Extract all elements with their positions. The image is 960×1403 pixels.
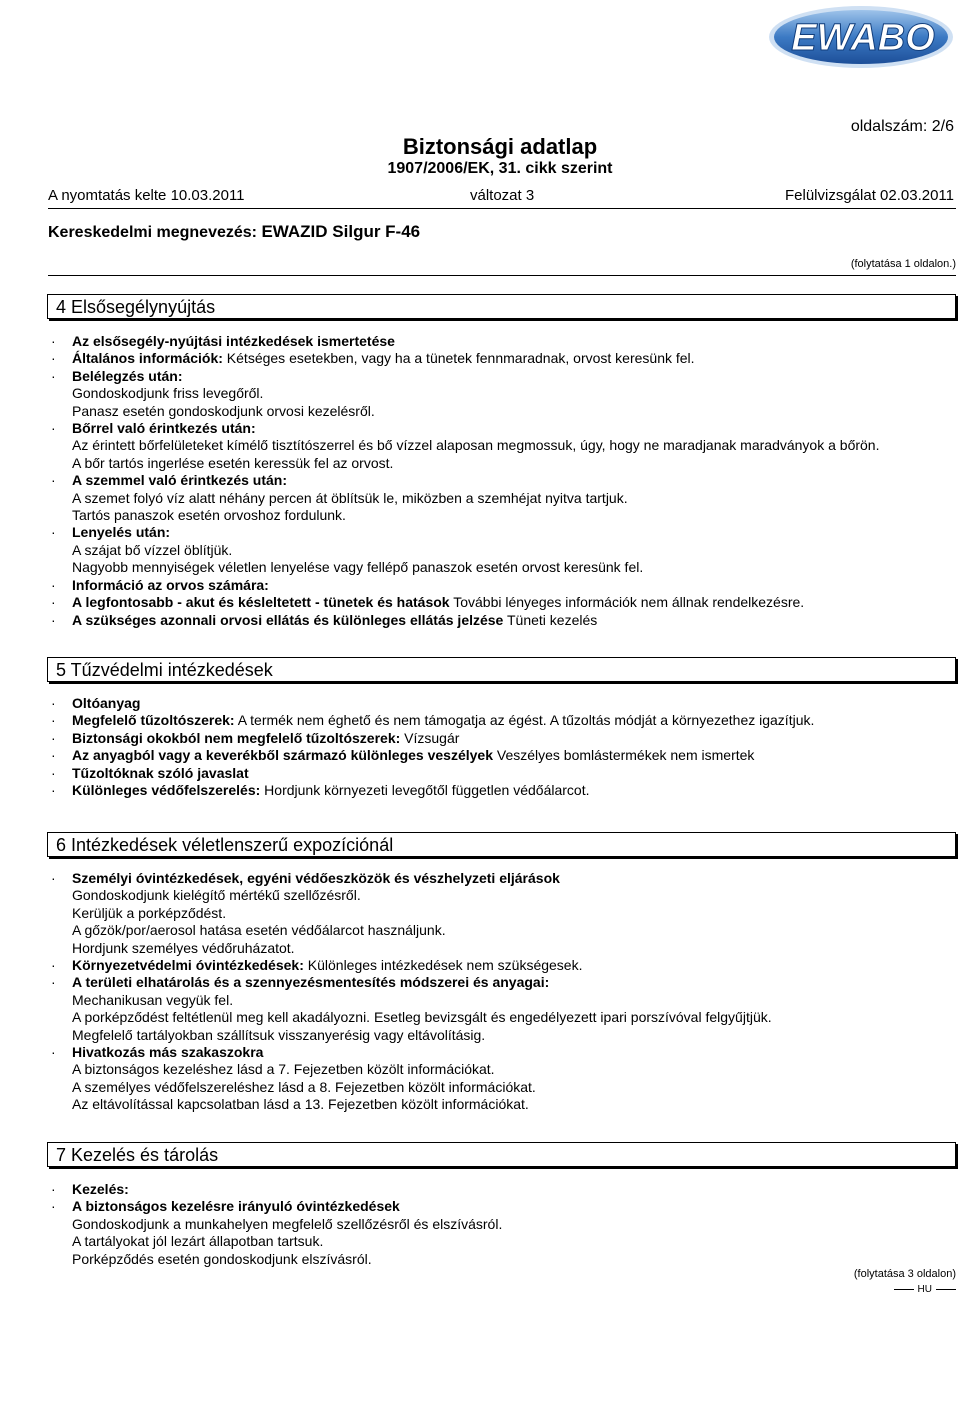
bullet-item [48,577,948,594]
bullet-item [48,974,948,991]
item-text: Tüneti kezelés [503,611,598,628]
item-heading: A szükséges azonnali orvosi ellátás és különleges ellátás jelzése [72,611,504,628]
trade-name-label: Kereskedelmi megnevezés: [48,224,257,241]
text-line [48,940,948,957]
bullet-dot: · [51,712,56,729]
item-text: A bőr tartós ingerlése esetén keressük fel az orvost. [72,454,394,471]
item-text: Mechanikusan vegyük fel. [72,991,234,1008]
item-text: A tartályokat jól lezárt állapotban tartsuk. [72,1233,324,1250]
item-text: A porképződést feltétlenül meg kell akadályozni. Esetleg bevizsgált és engedélyezett ipari porszívóval felgyűjtjük. [72,1009,772,1026]
continued-on: (folytatása 3 oldalon) [853,1268,956,1280]
section-7-heading: 7 Kezelés és tárolás [47,1142,956,1167]
item-text: Kerüljük a porképződést. [72,904,227,921]
trade-name-divider [48,275,956,276]
item-text: Gondoskodjunk a munkahelyen megfelelő szellőzésről és elszívásról. [72,1215,503,1232]
bullet-dot: · [51,420,56,437]
section-6-body [48,870,948,1114]
item-heading: Különleges védőfelszerelés: [72,782,261,799]
bullet-item [48,333,948,350]
text-line [48,887,948,904]
item-heading: Az anyagból vagy a keverékből származó különleges veszélyek [72,747,493,764]
section-5-heading: 5 Tűzvédelmi intézkedések [47,657,956,682]
bullet-item [48,695,948,712]
item-text: Hordjunk környezeti levegőtől független védőálarcot. [260,782,590,799]
item-heading: Kezelés: [72,1181,129,1197]
text-line [48,437,948,454]
bullet-item [48,472,948,489]
item-text: Nagyobb mennyiségek véletlen lenyelése vagy fellépő panaszok esetén orvost keresünk fel. [72,559,644,576]
language-label: HU [917,1284,932,1295]
bullet-dot: · [51,1181,56,1197]
item-text: Panasz esetén gondoskodjunk orvosi kezelésről. [72,402,375,419]
print-date: A nyomtatás kelte 10.03.2011 [48,187,245,204]
version: változat 3 [470,187,535,204]
item-text: Veszélyes bomlástermékek nem ismertek [492,747,755,764]
section-6-heading: 6 Intézkedések véletlenszerű expozíciónál [47,832,956,857]
item-heading: Oltóanyag [72,695,141,711]
item-heading: Személyi óvintézkedések, egyéni védőeszközök és vészhelyzeti eljárások [72,870,560,886]
item-text: Kétséges esetekben, vagy ha a tünetek fennmaradnak, orvost keresünk fel. [222,350,695,367]
bullet-item [48,612,948,629]
item-heading: Megfelelő tűzoltószerek: [72,712,235,729]
bullet-dot: · [51,524,56,541]
item-text: A szemet folyó víz alatt néhány percen át öblítsük le, miközben a szemhéjat nyitva tartjuk. [72,489,628,506]
bullet-dot: · [51,611,56,628]
item-heading: A szemmel való érintkezés után: [72,472,288,489]
text-line [48,1216,948,1233]
section-4-heading: 4 Elsősegélynyújtás [47,294,956,319]
item-heading: Biztonsági okokból nem megfelelő tűzoltószerek: [72,729,401,746]
bullet-dot: · [51,764,56,781]
bullet-item [48,765,948,782]
item-text: További lényeges információk nem állnak rendelkezésre. [449,594,805,611]
text-line [48,542,948,559]
bullet-dot: · [51,472,56,489]
text-line [48,905,948,922]
bullet-item [48,1181,948,1198]
item-text: Hordjunk személyes védőruházatot. [72,939,295,956]
bullet-item [48,350,948,367]
item-heading: Információ az orvos számára: [72,576,269,593]
bullet-item [48,420,948,437]
text-line [48,507,948,524]
text-line [48,1096,948,1113]
item-heading: Belélegzés után: [72,367,183,384]
bullet-item [48,712,948,729]
trade-name-value: EWAZID Silgur F-46 [261,222,421,241]
bullet-dot: · [51,957,56,974]
text-line [48,1233,948,1250]
text-line [48,385,948,402]
document-title: Biztonsági adatlap [402,134,598,159]
bullet-dot: · [51,333,56,349]
item-heading: Környezetvédelmi óvintézkedések: [72,957,304,974]
text-line [48,992,948,1009]
bullet-item [48,1044,948,1061]
text-line [48,490,948,507]
item-text: A személyes védőfelszereléshez lásd a 8. Fejezetben közölt információkat. [72,1078,536,1095]
item-text: Az eltávolítással kapcsolatban lásd a 13. Fejezetben közölt információkat. [72,1096,529,1113]
item-heading: Lenyelés után: [72,524,171,541]
item-heading: Tűzoltóknak szóló javaslat [72,764,249,781]
text-line [48,403,948,420]
item-heading: Az elsősegély-nyújtási intézkedések ismertetése [72,333,395,349]
bullet-item [48,1198,948,1215]
item-text: Gondoskodjunk friss levegőről. [72,385,264,402]
text-line [48,559,948,576]
bullet-dot: · [51,576,56,593]
section-7-body [48,1181,948,1268]
text-line [48,1251,948,1268]
bullet-dot: · [51,367,56,384]
language-code [894,1284,956,1295]
continued-from: (folytatása 1 oldalon.) [850,258,956,270]
item-text: Megfelelő tartályokban szállítsuk visszanyerésig vagy eltávolításig. [72,1026,486,1043]
bullet-dot: · [51,974,56,991]
item-text: Porképződés esetén gondoskodjunk elszívásról. [72,1250,372,1267]
item-heading: Általános információk: [72,350,223,367]
bullet-dot: · [51,729,56,746]
item-text: Különleges intézkedések nem szükségesek. [303,957,583,974]
bullet-dot: · [51,695,56,711]
bullet-item [48,957,948,974]
item-heading: A területi elhatárolás és a szennyezésmentesítés módszerei és anyagai: [72,974,550,991]
item-text: Tartós panaszok esetén orvoshoz fordulunk. [72,507,346,524]
item-heading: Bőrrel való érintkezés után: [72,420,256,437]
ewabo-logo [766,4,956,70]
bullet-dot: · [51,747,56,764]
bullet-item [48,747,948,764]
text-line [48,455,948,472]
bullet-item [48,870,948,887]
item-text: Gondoskodjunk kielégítő mértékű szellőzésről. [72,887,361,904]
bullet-dot: · [51,1044,56,1061]
item-text: A gőzök/por/aerosol hatása esetén védőálarcot használjunk. [72,922,446,939]
bullet-dot: · [51,782,56,799]
bullet-dot: · [51,594,56,611]
item-text: Az érintett bőrfelületeket kímélő tisztítószerrel és bő vízzel alaposan megmossuk, úgy, hogy ne maradjanak maradványok a bőrön. [72,437,880,454]
page-number: oldalszám: 2/6 [850,118,954,135]
document-subtitle: 1907/2006/EK, 31. cikk szerint [387,160,613,177]
bullet-item [48,524,948,541]
item-heading: A legfontosabb - akut és késleltetett - tünetek és hatások [72,594,450,611]
item-text: A biztonságos kezeléshez lásd a 7. Fejezetben közölt információkat. [72,1061,495,1078]
text-line [48,1009,948,1026]
text-line [48,1079,948,1096]
text-line [48,1027,948,1044]
trade-name [48,222,420,242]
text-line [48,922,948,939]
section-4-body [48,333,948,629]
text-line [48,1061,948,1078]
item-text: A szájat bő vízzel öblítjük. [72,541,233,558]
bullet-item [48,368,948,385]
bullet-dot: · [51,1198,56,1215]
section-5-body [48,695,948,799]
bullet-item [48,730,948,747]
revision-date: Felülvizsgálat 02.03.2011 [785,187,954,204]
header-divider [48,208,956,209]
bullet-item [48,782,948,799]
item-text: A termék nem éghető és nem támogatja az égést. A tűzoltás módját a környezethez igazítjuk. [234,712,815,729]
svg-text:EWABO: EWABO [791,17,935,59]
bullet-item [48,594,948,611]
item-heading: Hivatkozás más szakaszokra [72,1044,264,1061]
item-text: Vízsugár [400,729,460,746]
item-heading: A biztonságos kezelésre irányuló óvintézkedések [72,1198,400,1215]
bullet-dot: · [51,870,56,886]
bullet-dot: · [51,350,56,367]
